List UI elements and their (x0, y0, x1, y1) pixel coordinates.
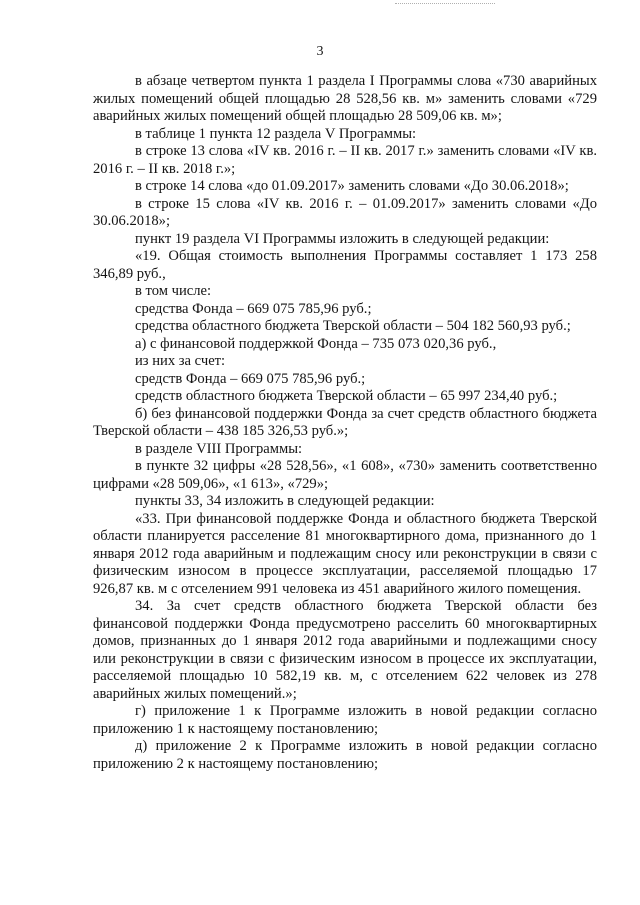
paragraph-with-fund-support: а) с финансовой поддержкой Фонда – 735 073 020,36 руб., (135, 335, 497, 352)
paragraph-item-34: 34. За счет средств областного бюджета Тверской области без финансовой поддержки Фонда предусмотрено расселить 60 многоквартирных домов, признанных до 1 января 2012 года аварийными и подлежащими сносу или реконструкции в связи с физическим износом в процессе их эксплуатации, расселяемой площадью 10 582,19 кв. м, с отселением 622 человек из 278 аварийных жилых помещений.»; (93, 598, 597, 702)
paragraph-budget-share: средств областного бюджета Тверской области – 65 997 234,40 руб.; (135, 388, 558, 404)
paragraph-item-32: в пункте 32 цифры «28 528,56», «1 608», «730» заменить соответственно цифрами «28 509,06», «1 613», «729»; (93, 458, 597, 492)
paragraph-fund-share: средств Фонда – 669 075 785,96 руб.; (135, 370, 366, 387)
paragraph-item-19: «19. Общая стоимость выполнения Программы составляет 1 173 258 346,89 руб., (93, 248, 597, 282)
paragraph-row-14: в строке 14 слова «до 01.09.2017» заменить словами «До 30.06.2018»; (135, 178, 569, 194)
paragraph-fund-funds: средства Фонда – 669 075 785,96 руб.; (135, 300, 372, 317)
paragraph-items-33-34-intro: пункты 33, 34 изложить в следующей редакции: (135, 493, 435, 509)
paragraph-section-8-intro: в разделе VIII Программы: (135, 440, 303, 457)
scan-artifact-line (395, 3, 495, 5)
paragraph-appendix-2: д) приложение 2 к Программе изложить в новой редакции согласно приложению 2 к настоящему постановлению; (93, 738, 597, 772)
body-text (93, 73, 597, 773)
paragraph-table-1-intro: в таблице 1 пункта 12 раздела V Программы: (135, 125, 417, 142)
paragraph-item-19-intro: пункт 19 раздела VI Программы изложить в следующей редакции: (135, 230, 550, 247)
paragraph-item-33: «33. При финансовой поддержке Фонда и областного бюджета Тверской области планируется расселение 81 многоквартирного дома, признанного до 1 января 2012 года аварийным и подлежащим сносу или реконструкции в связи с физическим износом в процессе эксплуатации, расселяемой площадью 17 926,87 кв. м с отселением 991 человека из 451 аварийного жилого помещения. (93, 510, 597, 597)
paragraph-without-fund-support: б) без финансовой поддержки Фонда за счет средств областного бюджета Тверской области – 438 185 326,53 руб.»; (93, 405, 597, 439)
paragraph-regional-budget: средства областного бюджета Тверской области – 504 182 560,93 руб.; (135, 318, 571, 334)
paragraph-of-which: из них за счет: (135, 353, 226, 369)
page-number: 3 (316, 44, 324, 59)
paragraph-including: в том числе: (135, 283, 212, 299)
paragraph-section-1-amendment: в абзаце четвертом пункта 1 раздела I Программы слова «730 аварийных жилых помещений общей площадью 28 528,56 кв. м» заменить словами «729 аварийных жилых помещений общей площадью 28 509,06 кв. м»; (93, 73, 597, 124)
paragraph-row-15: в строке 15 слова «IV кв. 2016 г. – 01.09.2017» заменить словами «До 30.06.2018»; (93, 195, 597, 229)
paragraph-appendix-1: г) приложение 1 к Программе изложить в новой редакции согласно приложению 1 к настоящему постановлению; (93, 703, 597, 737)
paragraph-row-13: в строке 13 слова «IV кв. 2016 г. – II кв. 2017 г.» заменить словами «IV кв. 2016 г. – II кв. 2018 г.»; (93, 143, 597, 177)
